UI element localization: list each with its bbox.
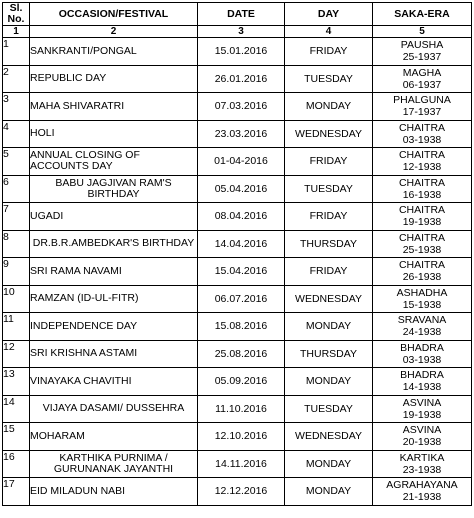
row-sl-no: 15 [3,423,30,451]
row-date: 05.09.2016 [198,368,285,396]
row-day: MONDAY [285,368,373,396]
saka-month: AGRAHAYANA [386,479,458,492]
saka-date: 21-1938 [402,491,442,504]
row-saka-era [373,395,472,423]
holiday-rows [3,38,472,506]
row-occasion: VINAYAKA CHAVITHI [30,368,198,396]
table-row [3,313,472,341]
row-day: MONDAY [285,313,373,341]
row-occasion: HOLI [30,120,198,148]
saka-month: CHAITRA [398,176,446,189]
saka-month: MAGHA [402,66,442,79]
table-row [3,450,472,478]
holiday-table [2,2,472,506]
row-occasion: UGADI [30,203,198,231]
row-sl-no: 13 [3,368,30,396]
row-saka-era [373,203,472,231]
row-date: 15.08.2016 [198,313,285,341]
saka-date: 19-1938 [402,216,442,229]
saka-date: 23-1938 [402,463,442,476]
row-occasion: SRI RAMA NAVAMI [30,258,198,286]
row-occasion: INDEPENDENCE DAY [30,313,198,341]
saka-date: 03-1938 [402,353,442,366]
row-date: 07.03.2016 [198,93,285,121]
row-date: 05.04.2016 [198,175,285,203]
row-day: TUESDAY [285,395,373,423]
row-date: 14.11.2016 [198,450,285,478]
table-row [3,395,472,423]
table-row [3,423,472,451]
row-day: THURSDAY [285,230,373,258]
row-date: 12.12.2016 [198,478,285,506]
row-occasion: VIJAYA DASAMI/ DUSSEHRA [30,395,198,423]
row-day: MONDAY [285,478,373,506]
table-row [3,38,472,66]
saka-month: CHAITRA [398,259,446,272]
row-saka-era [373,285,472,313]
saka-date: 16-1938 [402,188,442,201]
saka-date: 19-1938 [402,408,442,421]
row-sl-no: 8 [3,230,30,258]
row-sl-no: 17 [3,478,30,506]
row-day: FRIDAY [285,203,373,231]
row-sl-no: 5 [3,148,30,176]
saka-month: ASVINA [402,424,442,437]
header-occasion: OCCASION/FESTIVAL [30,3,198,26]
row-saka-era [373,423,472,451]
row-date: 01-04-2016 [198,148,285,176]
row-date: 15.04.2016 [198,258,285,286]
row-day: WEDNESDAY [285,423,373,451]
table-row [3,230,472,258]
row-day: MONDAY [285,450,373,478]
column-number-row [3,26,472,38]
saka-month: ASHADHA [396,286,448,299]
header-day: DAY [285,3,373,26]
column-number: 1 [3,26,30,38]
row-saka-era [373,65,472,93]
row-date: 14.04.2016 [198,230,285,258]
row-sl-no: 16 [3,450,30,478]
row-date: 11.10.2016 [198,395,285,423]
table-row [3,203,472,231]
row-sl-no: 3 [3,93,30,121]
saka-date: 25-1937 [402,51,442,64]
saka-month: SRAVANA [397,314,447,327]
saka-month: CHAITRA [398,149,446,162]
row-occasion: REPUBLIC DAY [30,65,198,93]
saka-month: PAUSHA [400,39,444,52]
saka-month: CHAITRA [398,121,446,134]
saka-date: 24-1938 [402,326,442,339]
row-sl-no: 2 [3,65,30,93]
row-day: WEDNESDAY [285,120,373,148]
row-sl-no: 14 [3,395,30,423]
row-saka-era [373,120,472,148]
row-sl-no: 11 [3,313,30,341]
column-number: 4 [285,26,373,38]
row-day: TUESDAY [285,65,373,93]
row-saka-era [373,478,472,506]
table-row [3,175,472,203]
saka-date: 12-1938 [402,161,442,174]
row-sl-no: 6 [3,175,30,203]
row-day: THURSDAY [285,340,373,368]
saka-date: 25-1938 [402,243,442,256]
row-date: 25.08.2016 [198,340,285,368]
row-occasion: KARTHIKA PURNIMA / GURUNANAK JAYANTHI [30,450,198,478]
saka-date: 26-1938 [402,271,442,284]
saka-month: PHALGUNA [393,94,451,107]
saka-month: CHAITRA [398,231,446,244]
table-row [3,340,472,368]
row-sl-no: 10 [3,285,30,313]
table-row [3,93,472,121]
table-row [3,120,472,148]
row-occasion: RAMZAN (ID-UL-FITR) [30,285,198,313]
row-saka-era [373,175,472,203]
row-day: FRIDAY [285,258,373,286]
column-number: 2 [30,26,198,38]
row-sl-no: 12 [3,340,30,368]
saka-month: KARTIKA [399,451,445,464]
saka-month: CHAITRA [398,204,446,217]
row-saka-era [373,93,472,121]
row-date: 26.01.2016 [198,65,285,93]
row-sl-no: 1 [3,38,30,66]
row-day: FRIDAY [285,38,373,66]
table-row [3,368,472,396]
saka-date: 17-1937 [402,106,442,119]
row-occasion: MOHARAM [30,423,198,451]
saka-date: 14-1938 [402,381,442,394]
saka-date: 06-1937 [402,78,442,91]
row-date: 15.01.2016 [198,38,285,66]
saka-date: 15-1938 [402,298,442,311]
header-saka-era: SAKA-ERA [373,3,472,26]
row-date: 06.07.2016 [198,285,285,313]
table-row [3,285,472,313]
row-date: 08.04.2016 [198,203,285,231]
header-sl-line1: Sl. [9,2,23,14]
header-sl-no [3,3,30,26]
header-row [3,3,472,26]
row-saka-era [373,340,472,368]
header-sl-line2: No. [7,13,25,25]
row-sl-no: 7 [3,203,30,231]
row-saka-era [373,148,472,176]
saka-date: 03-1938 [402,133,442,146]
row-occasion: MAHA SHIVARATRI [30,93,198,121]
row-saka-era [373,450,472,478]
table-row [3,148,472,176]
row-date: 12.10.2016 [198,423,285,451]
table-row [3,478,472,506]
row-saka-era [373,230,472,258]
header-date: DATE [198,3,285,26]
row-occasion: BABU JAGJIVAN RAM'S BIRTHDAY [30,175,198,203]
saka-month: BHADRA [400,341,444,354]
row-occasion: SANKRANTI/PONGAL [30,38,198,66]
row-saka-era [373,368,472,396]
row-date: 23.03.2016 [198,120,285,148]
saka-month: ASVINA [402,396,442,409]
row-day: WEDNESDAY [285,285,373,313]
row-day: FRIDAY [285,148,373,176]
table-row [3,258,472,286]
row-sl-no: 9 [3,258,30,286]
row-occasion: EID MILADUN NABI [30,478,198,506]
row-saka-era [373,38,472,66]
row-occasion: DR.B.R.AMBEDKAR'S BIRTHDAY [30,230,198,258]
row-day: TUESDAY [285,175,373,203]
row-saka-era [373,258,472,286]
row-sl-no: 4 [3,120,30,148]
row-occasion: SRI KRISHNA ASTAMI [30,340,198,368]
column-number: 5 [373,26,472,38]
column-number: 3 [198,26,285,38]
row-occasion: ANNUAL CLOSING OF ACCOUNTS DAY [30,148,198,176]
saka-month: BHADRA [400,369,444,382]
table-row [3,65,472,93]
row-day: MONDAY [285,93,373,121]
saka-date: 20-1938 [402,436,442,449]
row-saka-era [373,313,472,341]
